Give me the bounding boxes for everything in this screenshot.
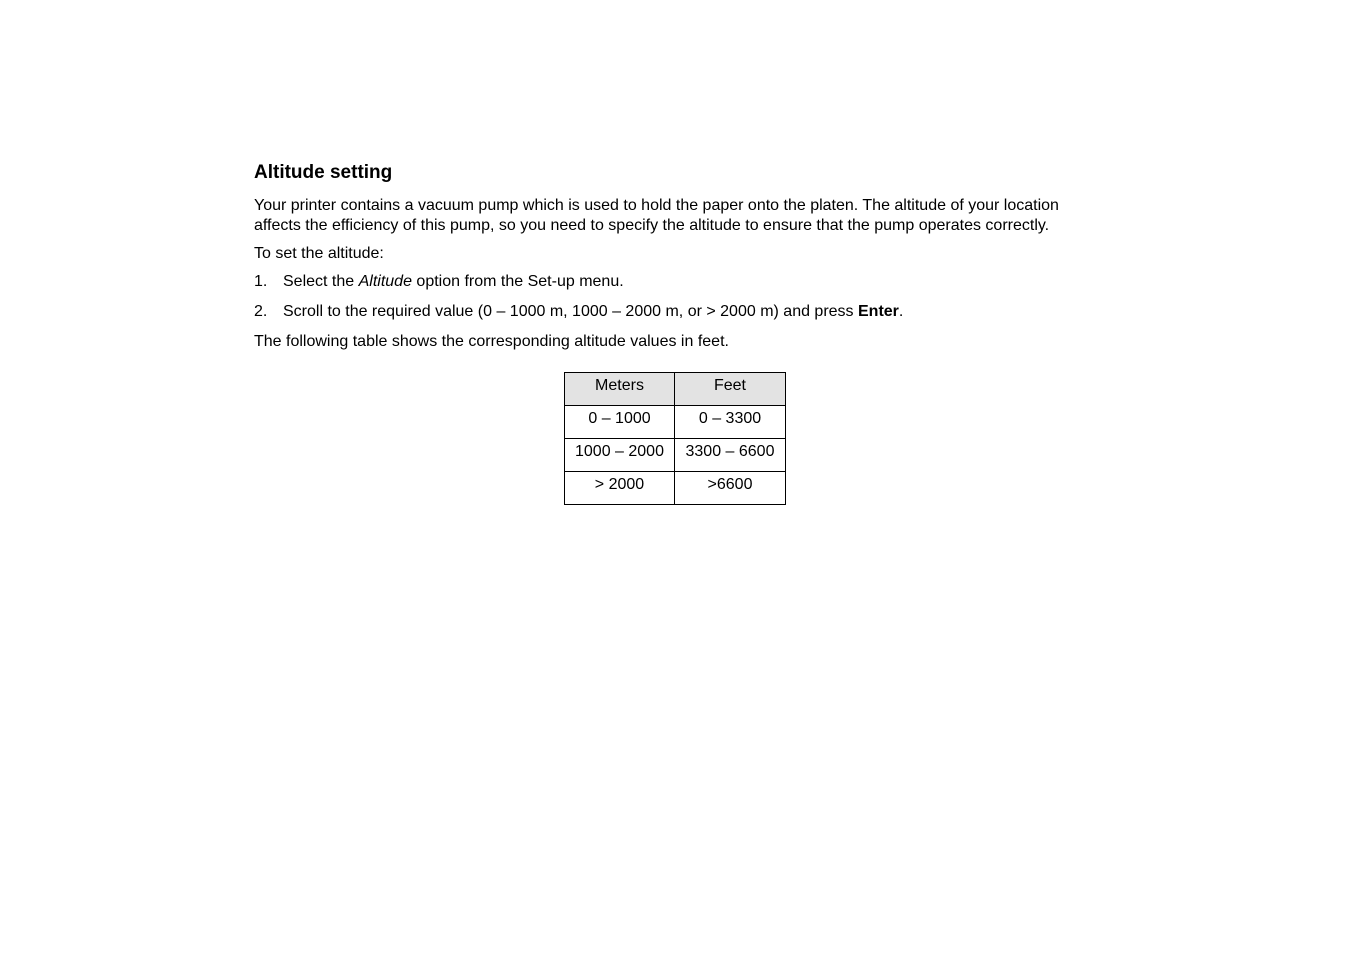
- step-text: Scroll to the required value (0 – 1000 m, 1000 – 2000 m, or > 2000 m) and press Enter.: [283, 303, 904, 320]
- table-header-row: [565, 373, 786, 406]
- section-heading: Altitude setting: [254, 162, 393, 183]
- column-header-meters: Meters: [565, 373, 675, 406]
- intro-paragraph: Your printer contains a vacuum pump which is used to hold the paper onto the platen. The altitude of your location affects the efficiency of this pump, so you need to specify the altitude to ensure that the pump operates correctly.: [254, 197, 1059, 234]
- altitude-table-container: [564, 372, 786, 505]
- document-page: [254, 160, 1104, 493]
- table-row: [565, 439, 786, 472]
- enter-key-label: Enter: [858, 303, 899, 320]
- altitude-conversion-table: [564, 372, 786, 505]
- altitude-option-emphasis: Altitude: [358, 273, 412, 290]
- step-text: Select the Altitude option from the Set-up menu.: [283, 273, 624, 290]
- step-number: 1.: [254, 273, 268, 290]
- table-cell-feet: 3300 – 6600: [675, 439, 786, 472]
- lead-in-text: To set the altitude:: [254, 245, 384, 262]
- table-cell-feet: 0 – 3300: [675, 406, 786, 439]
- table-cell-meters: 1000 – 2000: [565, 439, 675, 472]
- table-row: [565, 472, 786, 505]
- step-item: [254, 272, 1104, 292]
- table-intro-text: The following table shows the corresponding altitude values in feet.: [254, 333, 729, 350]
- table-cell-meters: > 2000: [565, 472, 675, 505]
- step-number: 2.: [254, 303, 268, 320]
- table-cell-feet: >6600: [675, 472, 786, 505]
- column-header-feet: Feet: [675, 373, 786, 406]
- table-cell-meters: 0 – 1000: [565, 406, 675, 439]
- step-item: [254, 302, 1104, 322]
- table-row: [565, 406, 786, 439]
